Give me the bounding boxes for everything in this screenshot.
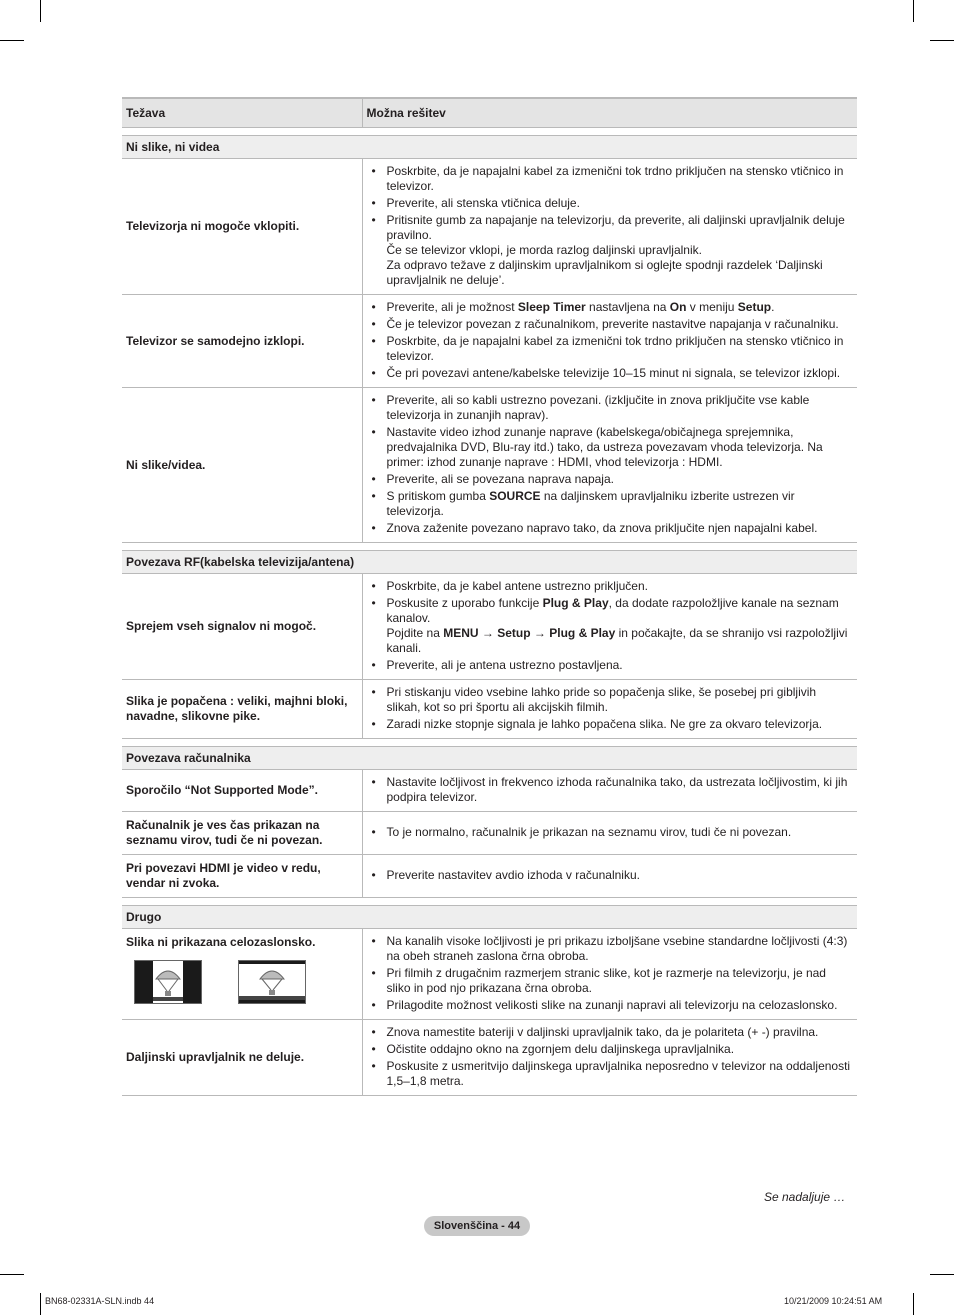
- table-row: [122, 680, 857, 739]
- solution-item: • Nastavite ločljivost in frekvenco izhoda računalnika tako, da ustrezata ločljivostim, ki jih podpira televizor.: [367, 775, 852, 805]
- section-title-row: [122, 906, 857, 929]
- problem-cell: [122, 388, 362, 543]
- problem-cell: [122, 159, 362, 295]
- table-header: [122, 98, 857, 128]
- solution-cell: [362, 929, 857, 1020]
- solution-item: • Znova namestite bateriji v daljinski upravljalnik tako, da je polariteta (+ -) pravilna.: [367, 1025, 852, 1040]
- section-title: Ni slike, ni videa: [122, 136, 857, 159]
- crop-mark: [913, 1293, 914, 1315]
- solution-cell: [362, 574, 857, 680]
- section-gap: [122, 898, 857, 906]
- solution-item: • Pritisnite gumb za napajanje na televizorju, da preverite, ali daljinski upravljalnik deluje pravilno. Če se televizor vklopi, je morda razlog daljinski upravljalnik. Za odpravo težave z daljinskim upravljalnikom si oglejte spodnji razdelek ‘Daljinski upravljalnik ne deluje’.: [367, 213, 852, 288]
- header-solution: Možna rešitev: [362, 98, 857, 128]
- section-title-row: [122, 747, 857, 770]
- solution-list: [367, 300, 852, 381]
- problem-text: Sporočilo “Not Supported Mode”.: [126, 783, 318, 797]
- page-number-badge: Slovenščina - 44: [424, 1216, 530, 1236]
- pillarbox-screen-icon: [134, 960, 202, 1004]
- solution-item: • Znova zaženite povezano napravo tako, da znova priključite njen napajalni kabel.: [367, 521, 852, 536]
- solution-item: • Na kanalih visoke ločljivosti je pri prikazu izboljšane vsebine standardne ločljivosti (4:3) na obeh straneh zaslona črna obroba.: [367, 934, 852, 964]
- letterbox-screen-icon: [238, 960, 306, 1004]
- aspect-ratio-illustrations: [134, 960, 356, 1004]
- solution-cell: [362, 680, 857, 739]
- crop-mark: [0, 1274, 24, 1275]
- solution-item: • Preverite, ali stenska vtičnica deluje.: [367, 196, 852, 211]
- problem-cell: [122, 929, 362, 1020]
- solution-item: • Očistite oddajno okno na zgornjem delu daljinskega upravljalnika.: [367, 1042, 852, 1057]
- problem-text: Slika je popačena : veliki, majhni bloki, navadne, slikovne pike.: [126, 694, 348, 723]
- section-title: Povezava računalnika: [122, 747, 857, 770]
- problem-text: Televizorja ni mogoče vklopiti.: [126, 219, 300, 233]
- crop-mark: [930, 40, 954, 41]
- problem-text: Slika ni prikazana celozaslonsko.: [126, 935, 316, 949]
- footer-datetime: 10/21/2009 10:24:51 AM: [784, 1296, 883, 1306]
- problem-cell: [122, 855, 362, 898]
- solution-list: [367, 1025, 852, 1089]
- problem-cell: [122, 574, 362, 680]
- solution-list: [367, 934, 852, 1013]
- solution-item: • Preverite, ali se povezana naprava napaja.: [367, 472, 852, 487]
- section-title-row: [122, 136, 857, 159]
- solution-item: • Pri stiskanju video vsebine lahko pride so popačenja slike, še posebej pri gibljivih slikah, kot so pri športu ali akcijskih filmih.: [367, 685, 852, 715]
- header-problem: Težava: [122, 98, 362, 128]
- problem-cell: [122, 680, 362, 739]
- problem-text: Televizor se samodejno izklopi.: [126, 333, 305, 348]
- solution-item: • Pri filmih z drugačnim razmerjem stranic slike, kot je razmerje na televizorju, je nad sliko in pod njo prikazana črna obroba.: [367, 966, 852, 996]
- problem-cell: [122, 295, 362, 388]
- problem-cell: [122, 1020, 362, 1096]
- problem-cell: [122, 770, 362, 812]
- crop-mark: [930, 1274, 954, 1275]
- solution-cell: [362, 388, 857, 543]
- section-title: Povezava RF(kabelska televizija/antena): [122, 551, 857, 574]
- footer-file: BN68-02331A-SLN.indb 44: [45, 1296, 155, 1306]
- table-row: [122, 855, 857, 898]
- solution-list: [367, 579, 852, 673]
- crop-mark: [913, 0, 914, 22]
- problem-text: Računalnik je ves čas prikazan na seznamu virov, tudi če ni povezan.: [126, 818, 323, 847]
- solution-item: • Če je televizor povezan z računalnikom, preverite nastavitve napajanja v računalniku.: [367, 317, 852, 332]
- table-row: [122, 295, 857, 388]
- table-row: [122, 929, 857, 1020]
- solution-cell: [362, 159, 857, 295]
- solution-item: • Prilagodite možnost velikosti slike na zunanji napravi ali televizorju na celozaslonsko.: [367, 998, 852, 1013]
- section-title: Drugo: [122, 906, 857, 929]
- table-row: [122, 770, 857, 812]
- solution-item: • Preverite, ali so kabli ustrezno povezani. (izključite in znova priključite vse kable televizorja in zunanjih naprav).: [367, 393, 852, 423]
- section-title-row: [122, 551, 857, 574]
- continued-note: Se nadaljuje …: [764, 1190, 846, 1204]
- solution-list: [367, 685, 852, 732]
- solution-list: [367, 164, 852, 288]
- solution-cell: [362, 1020, 857, 1096]
- solution-item: • Poskusite z uporabo funkcije Plug & Play, da dodate razpoložljive kanale na seznam kanalov. Pojdite na MENU → Setup → Plug & Play in počakajte, da se shranijo vsi razpoložljivi kanali.: [367, 596, 852, 656]
- solution-item: • Če pri povezavi antene/kabelske televizije 10–15 minut ni signala, se televizor izklopi.: [367, 366, 852, 381]
- problem-text: Pri povezavi HDMI je video v redu, vendar ni zvoka.: [126, 861, 321, 890]
- solution-item: • Poskusite z usmeritvijo daljinskega upravljalnika neposredno v televizor na oddaljenosti 1,5–1,8 metra.: [367, 1059, 852, 1089]
- solution-cell: [362, 770, 857, 812]
- crop-mark: [0, 40, 24, 41]
- crop-mark: [40, 0, 41, 22]
- solution-item: • Nastavite video izhod zunanje naprave (kabelskega/običajnega sprejemnika, predvajalnika DVD, Blu-ray itd.) tako, da ustreza povezavam vhoda televizorja. Na primer: izhod zunanje naprave : HDMI, vhod televizorja : HDMI.: [367, 425, 852, 470]
- problem-cell: [122, 812, 362, 855]
- solution-cell: [362, 812, 857, 855]
- solution-list: [367, 868, 852, 883]
- section-gap: [122, 543, 857, 551]
- solution-list: [367, 393, 852, 536]
- table-row: [122, 1020, 857, 1096]
- table-row: [122, 812, 857, 855]
- solution-item: • Preverite, ali je antena ustrezno postavljena.: [367, 658, 852, 673]
- solution-cell: [362, 295, 857, 388]
- solution-item: • Poskrbite, da je napajalni kabel za izmenični tok trdno priključen na stensko vtičnico in televizor.: [367, 164, 852, 194]
- solution-item: • Preverite, ali je možnost Sleep Timer nastavljena na On v meniju Setup.: [367, 300, 852, 315]
- solution-item: • Poskrbite, da je kabel antene ustrezno priključen.: [367, 579, 852, 594]
- problem-text: Ni slike/videa.: [126, 457, 206, 472]
- section-gap: [122, 739, 857, 747]
- solution-list: [367, 775, 852, 805]
- section-gap: [122, 128, 857, 136]
- solution-item: • Zaradi nizke stopnje signala je lahko popačena slika. Ne gre za okvaro televizorja.: [367, 717, 852, 732]
- problem-text: Sprejem vseh signalov ni mogoč.: [126, 619, 317, 633]
- crop-mark: [40, 1293, 41, 1315]
- solution-item: • S pritiskom gumba SOURCE na daljinskem upravljalniku izberite ustrezen vir televizorja.: [367, 489, 852, 519]
- table-row: [122, 159, 857, 295]
- troubleshooting-table: [122, 97, 857, 1096]
- solution-item: • Preverite nastavitev avdio izhoda v računalniku.: [367, 868, 852, 883]
- solution-item: • To je normalno, računalnik je prikazan na seznamu virov, tudi če ni povezan.: [367, 825, 852, 840]
- table-row: [122, 574, 857, 680]
- solution-cell: [362, 855, 857, 898]
- solution-list: [367, 825, 852, 840]
- solution-item: • Poskrbite, da je napajalni kabel za izmenični tok trdno priključen na stensko vtičnico in televizor.: [367, 334, 852, 364]
- table-row: [122, 388, 857, 543]
- problem-text: Daljinski upravljalnik ne deluje.: [126, 1050, 305, 1064]
